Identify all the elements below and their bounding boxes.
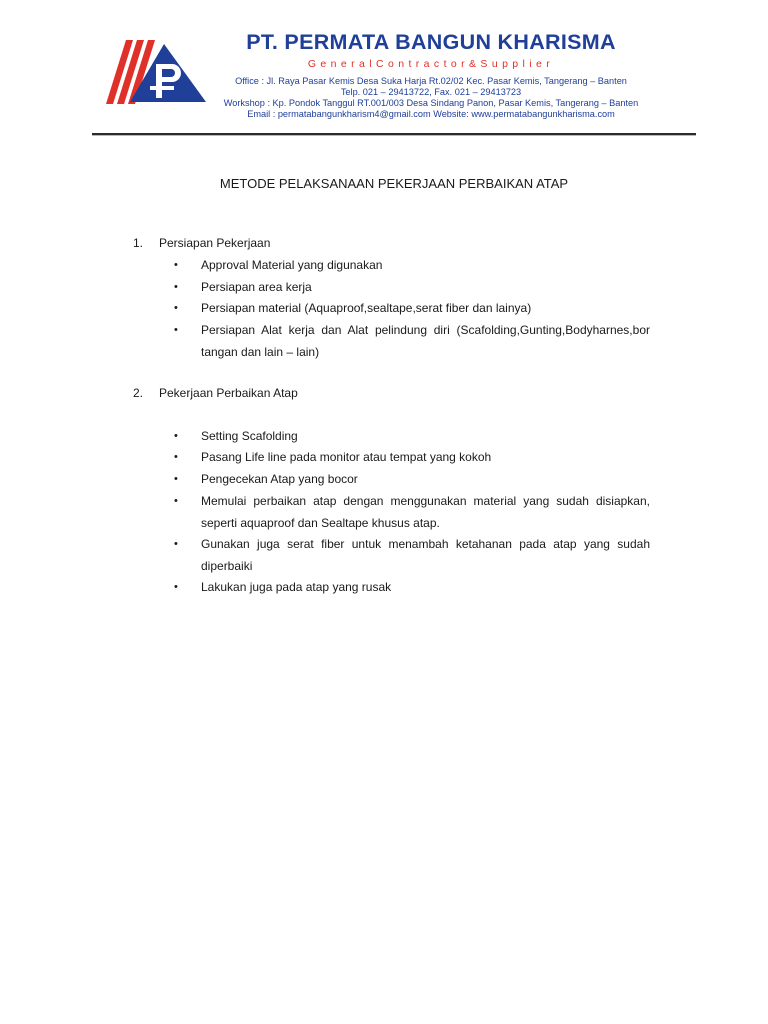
phone-fax: Telp. 021 – 29413722, Fax. 021 – 29413723 (340, 87, 522, 97)
list-item (174, 297, 650, 319)
office-address: Office : Jl. Raya Pasar Kemis Desa Suka Harja Rt.02/02 Kec. Pasar Kemis, Tangerang – Banten (235, 76, 627, 86)
workshop-address: Workshop : Kp. Pondok Tanggul RT.001/003 Desa Sindang Panon, Pasar Kemis, Tangerang – Banten (223, 98, 639, 108)
list-item-text: Memulai perbaikan atap dengan menggunakan material yang sudah disiapkan, seperti aquaproof dan Sealtape khusus atap. (201, 494, 650, 530)
bullet-icon: • (174, 281, 178, 293)
bullet-icon: • (174, 451, 178, 463)
bullet-icon: • (174, 430, 178, 442)
section-title: Pekerjaan Perbaikan Atap (159, 386, 298, 400)
section-number: 2. (133, 386, 144, 400)
bullet-icon: • (174, 495, 178, 507)
list-item (174, 576, 650, 598)
list-item-text: Persiapan Alat kerja dan Alat pelindung diri (Scafolding,Gunting,Bodyharnes,bor tangan dan lain – lain) (201, 323, 650, 359)
list-item-text: Pengecekan Atap yang bocor (201, 472, 358, 486)
list-item (174, 254, 650, 276)
email-website: Email : permatabangunkharism4@gmail.com Website: www.permatabangunkharisma.com (247, 109, 615, 119)
bullet-icon: • (174, 324, 178, 336)
list-item-text: Persiapan area kerja (201, 280, 312, 294)
list-item (174, 319, 650, 363)
header-divider (92, 133, 696, 135)
company-logo-icon (106, 40, 208, 104)
bullet-icon: • (174, 581, 178, 593)
section-number: 1. (133, 236, 144, 250)
bullet-icon: • (174, 473, 178, 485)
list-item (174, 490, 650, 534)
bullet-icon: • (174, 259, 178, 271)
document-title: METODE PELAKSANAAN PEKERJAAN PERBAIKAN ATAP (219, 176, 569, 191)
section-title: Persiapan Pekerjaan (159, 236, 271, 250)
bullet-icon: • (174, 538, 178, 550)
list-item (174, 468, 650, 490)
list-item-text: Persiapan material (Aquaproof,sealtape,serat fiber dan lainya) (201, 301, 532, 315)
section-heading (133, 236, 270, 250)
list-item (174, 276, 650, 298)
list-item (174, 446, 650, 468)
company-tagline: GeneralContractor&Supplier (307, 58, 555, 70)
company-name: PT. PERMATA BANGUN KHARISMA (246, 30, 616, 54)
list-item-text: Pasang Life line pada monitor atau tempat yang kokoh (201, 450, 492, 464)
section-heading (133, 386, 298, 400)
list-item-text: Setting Scafolding (201, 429, 298, 443)
list-item-text: Gunakan juga serat fiber untuk menambah ketahanan pada atap yang sudah diperbaiki (201, 537, 650, 573)
list-item-text: Lakukan juga pada atap yang rusak (201, 580, 392, 594)
bullet-icon: • (174, 302, 178, 314)
list-item (174, 425, 650, 447)
list-item (174, 533, 650, 577)
list-item-text: Approval Material yang digunakan (201, 258, 383, 272)
